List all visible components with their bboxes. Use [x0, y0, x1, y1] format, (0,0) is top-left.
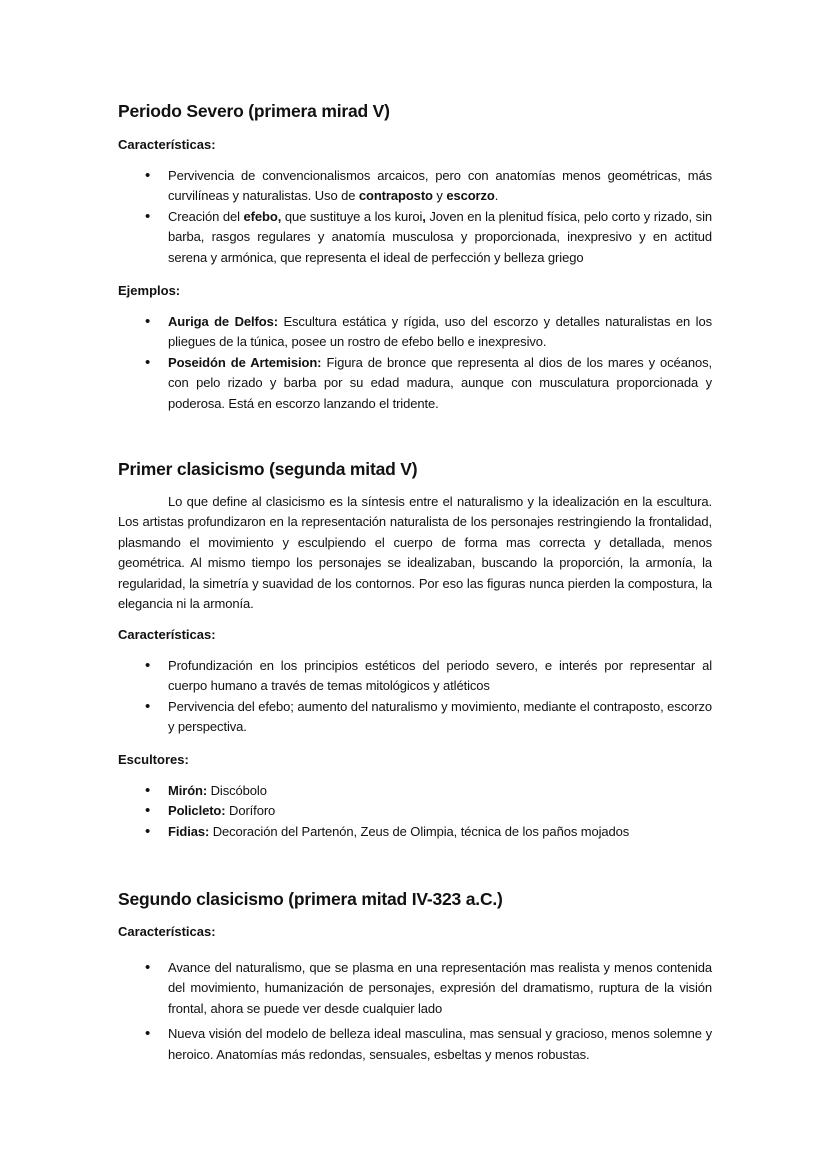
list-item: • Avance del naturalismo, que se plasma en una representación mas realista y menos contenida del movimiento, humanización de personajes, expresión del dramatismo, ruptura de la visión frontal, ahora se puede ver desde cualquier lado	[118, 958, 712, 1019]
item-bold: Mirón:	[168, 783, 208, 798]
item-bold: Poseidón de Artemision:	[168, 354, 322, 370]
item-bold: efebo,	[243, 208, 282, 224]
item-bold: contraposto	[358, 188, 433, 204]
item-bold: Auriga de Delfos:	[168, 314, 278, 329]
item-bold: ,	[422, 208, 426, 224]
list-item	[118, 207, 712, 268]
item-text: que sustituye a los kuroi	[281, 208, 423, 224]
caracteristicas-label: Características:	[118, 137, 216, 152]
list-item: • Profundización en los principios estéticos del periodo severo, e interés por representar al cuerpo humano a través de temas mitológicos y atléticos	[118, 656, 712, 697]
caracteristicas-label: Características:	[118, 924, 216, 939]
ejemplos-list	[118, 312, 712, 414]
escultores-label: Escultores:	[118, 752, 189, 767]
item-text: .	[494, 188, 499, 204]
caracteristicas-list	[118, 958, 712, 1065]
item-bold: Policleto:	[168, 803, 226, 819]
section-title-segundo-clasicismo: Segundo clasicismo (primera mitad IV-323 a.C.)	[118, 889, 503, 909]
list-item	[118, 166, 712, 207]
item-text: Escultura estática y rígida, uso del escorzo y detalles naturalistas en los pliegues de la túnica, posee un rostro de efebo bello e inexpresivo.	[168, 314, 712, 350]
item-text: Pervivencia de convencionalismos arcaicos, pero con anatomías menos geométricas, más curvilíneas y naturalistas. Uso de	[168, 168, 712, 204]
item-bold: Fidias:	[168, 823, 210, 839]
item-text: Doríforo	[225, 803, 276, 819]
list-item: • Nueva visión del modelo de belleza ideal masculina, mas sensual y gracioso, menos solemne y heroico. Anatomías más redondas, sensuales, esbeltas y menos robustas.	[118, 1024, 712, 1065]
item-text: y	[432, 188, 447, 204]
list-item	[118, 822, 712, 842]
list-item: • Pervivencia del efebo; aumento del naturalismo y movimiento, mediante el contraposto, escorzo y perspectiva.	[118, 697, 712, 738]
item-text: Creación del	[168, 208, 244, 224]
list-item	[118, 312, 712, 353]
escultores-list	[118, 781, 712, 842]
caracteristicas-list	[118, 656, 712, 738]
item-text: Joven en la plenitud física, pelo corto y rizado, sin barba, rasgos regulares y anatomía musculosa y proporcionada, inexpresivo y en actitud serena y armónica, que representa el ideal de perfección y belleza griego	[168, 208, 712, 265]
list-item	[118, 353, 712, 414]
ejemplos-label: Ejemplos:	[118, 283, 181, 298]
item-text: Decoración del Partenón, Zeus de Olimpia, técnica de los paños mojados	[209, 823, 630, 839]
section-title-primer-clasicismo: Primer clasicismo (segunda mitad V)	[118, 459, 418, 479]
item-text: Discóbolo	[207, 783, 267, 798]
list-item	[118, 781, 712, 801]
intro-paragraph: Lo que define al clasicismo es la síntesis entre el naturalismo y la idealización en la escultura. Los artistas profundizaron en la representación naturalista de los personajes restringiendo la frontalidad, plasmando el movimiento y esculpiendo el cuerpo de forma mas correcta y detallada, menos geométrica. Al mismo tiempo los personajes se idealizaban, buscando la proporción, la armonía, la regularidad, la simetría y suavidad de los contornos. Por eso las figuras nunca pierden la compostura, la elegancia ni la armonía.	[118, 494, 712, 612]
list-item	[118, 801, 712, 821]
caracteristicas-label: Características:	[118, 627, 216, 642]
section-title-periodo-severo: Periodo Severo (primera mirad V)	[118, 101, 390, 121]
item-bold: escorzo	[446, 188, 495, 204]
item-text: Figura de bronce que representa al dios de los mares y océanos, con pelo rizado y barba por su edad madura, aunque con musculatura proporcionada y poderosa. Está en escorzo lanzando el tridente.	[168, 354, 712, 411]
caracteristicas-list	[118, 166, 712, 268]
